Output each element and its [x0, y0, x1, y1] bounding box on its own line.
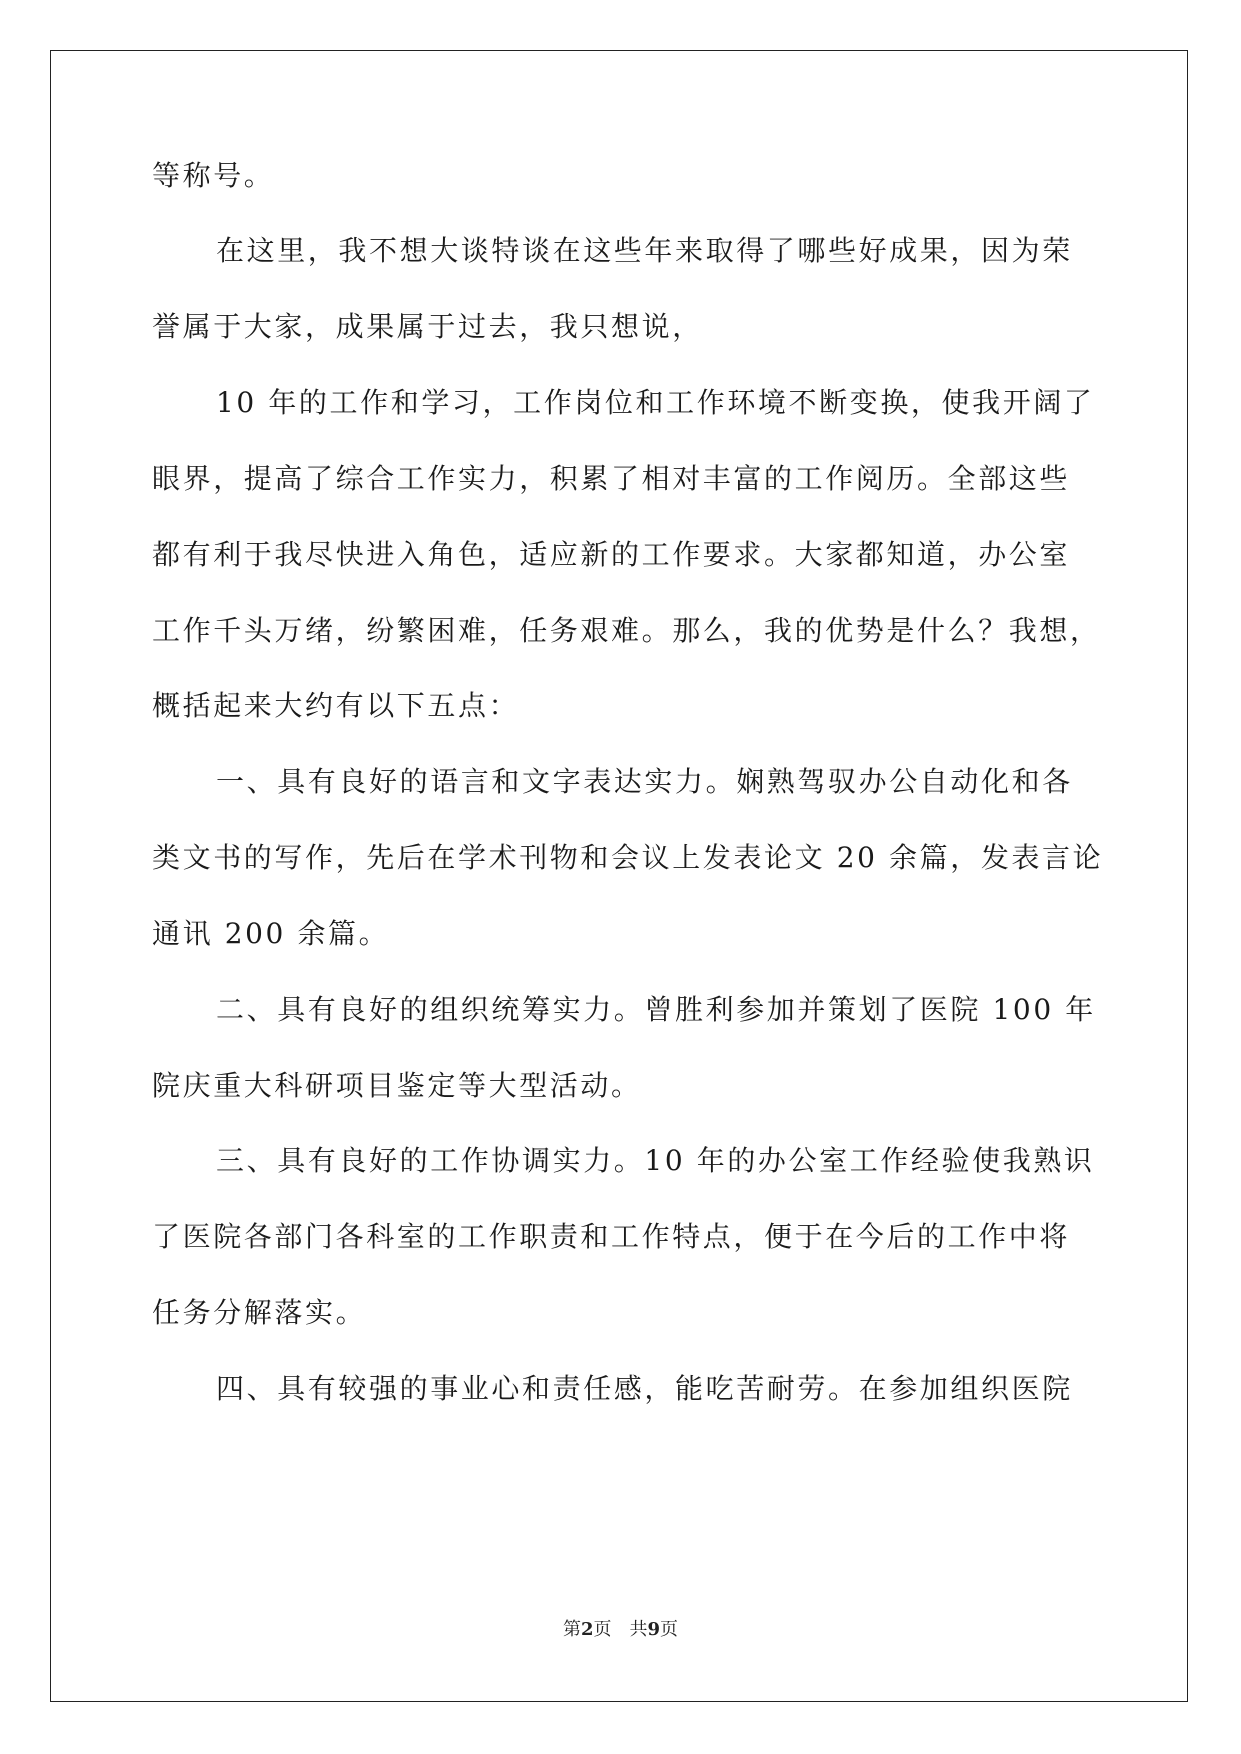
text-line: 一、具有良好的语言和文字表达实力。娴熟驾驭办公自动化和各 — [216, 765, 1073, 798]
page-suffix: 页 — [660, 1619, 679, 1640]
text-line: 四、具有较强的事业心和责任感，能吃苦耐劳。在参加组织医院 — [216, 1372, 1073, 1405]
text-line: 等称号。 — [152, 159, 275, 192]
text-line: 都有利于我尽快进入角色，适应新的工作要求。大家都知道，办公室 — [152, 538, 1071, 571]
text-line: 通讯 200 余篇。 — [152, 917, 390, 950]
text-line: 概括起来大约有以下五点： — [152, 689, 520, 722]
text-line: 三、具有良好的工作协调实力。10 年的办公室工作经验使我熟识 — [216, 1144, 1095, 1177]
text-line: 类文书的写作，先后在学术刊物和会议上发表论文 20 余篇，发表言论 — [152, 841, 1104, 874]
page-border — [50, 50, 1188, 1702]
text-line: 眼界，提高了综合工作实力，积累了相对丰富的工作阅历。全部这些 — [152, 462, 1071, 495]
current-page-number: 2 — [580, 1619, 594, 1640]
total-pages-number: 9 — [647, 1619, 661, 1640]
page-mid: 页 共 — [593, 1619, 648, 1640]
text-line: 10 年的工作和学习，工作岗位和工作环境不断变换，使我开阔了 — [216, 386, 1095, 419]
text-line: 誉属于大家，成果属于过去，我只想说， — [152, 310, 703, 343]
text-line: 了医院各部门各科室的工作职责和工作特点，便于在今后的工作中将 — [152, 1220, 1071, 1253]
text-line: 工作千头万绪，纷繁困难，任务艰难。那么，我的优势是什么？我想， — [152, 614, 1101, 647]
page-number-footer — [0, 1619, 1241, 1641]
text-line: 在这里，我不想大谈特谈在这些年来取得了哪些好成果，因为荣 — [216, 234, 1073, 267]
page-prefix: 第 — [562, 1619, 581, 1640]
text-line: 院庆重大科研项目鉴定等大型活动。 — [152, 1069, 642, 1102]
text-line: 任务分解落实。 — [152, 1296, 367, 1329]
text-line: 二、具有良好的组织统筹实力。曾胜利参加并策划了医院 100 年 — [216, 993, 1096, 1026]
